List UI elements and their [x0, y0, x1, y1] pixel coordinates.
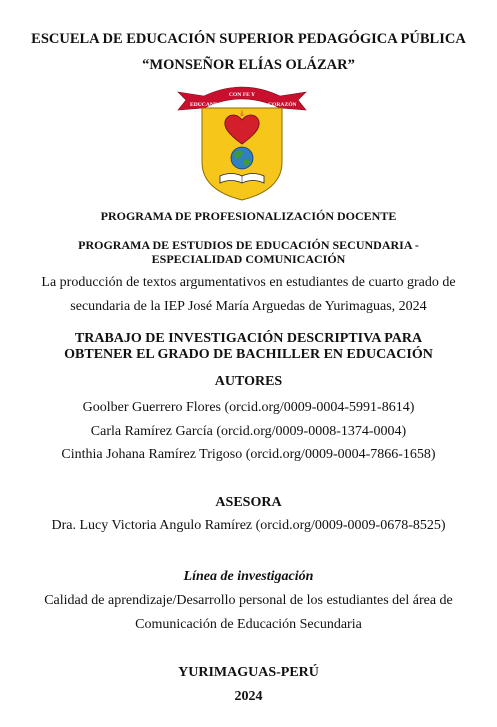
thesis-title-line1: La producción de textos argumentativos en estudiantes de cuarto grado de — [41, 275, 456, 290]
institution-seal — [176, 82, 308, 202]
seal-banner-left: EDUCANDO — [190, 102, 223, 108]
year: 2024 — [234, 689, 263, 704]
place: YURIMAGUAS-PERÚ — [178, 665, 319, 680]
advisor-heading: ASESORA — [215, 495, 282, 510]
thesis-title-line2: secundaria de la IEP José María Arguedas de Yurimaguas, 2024 — [70, 299, 427, 314]
work-type-line2: OBTENER EL GRADO DE BACHILLER EN EDUCACIÓN — [64, 347, 433, 362]
seal-banner-center: CON FE Y — [228, 92, 256, 98]
research-line-line2: Comunicación de Educación Secundaria — [135, 617, 362, 632]
authors-heading: AUTORES — [214, 374, 283, 389]
program-studies-line2: ESPECIALIDAD COMUNICACIÓN — [151, 252, 346, 266]
advisor-name: Dra. Lucy Victoria Angulo Ramírez (orcid.org/0009-0009-0678-8525) — [51, 518, 446, 533]
seal-banner-right: CORAZÓN — [268, 102, 297, 108]
globe-icon — [231, 147, 253, 169]
work-type-line1: TRABAJO DE INVESTIGACIÓN DESCRIPTIVA PARA — [74, 331, 423, 346]
author-item: Goolber Guerrero Flores (orcid.org/0009-0004-5991-8614) — [82, 400, 415, 415]
school-name-line2: “MONSEÑOR ELÍAS OLÁZAR” — [142, 57, 355, 73]
research-line-heading: Línea de investigación — [183, 569, 314, 584]
author-item: Cinthia Johana Ramírez Trigoso (orcid.org/0009-0004-7866-1658) — [61, 447, 436, 462]
school-name-line1: ESCUELA DE EDUCACIÓN SUPERIOR PEDAGÓGICA PÚBLICA — [31, 31, 466, 47]
research-line-line1: Calidad de aprendizaje/Desarrollo personal de los estudiantes del área de — [44, 593, 453, 608]
program-professionalization: PROGRAMA DE PROFESIONALIZACIÓN DOCENTE — [100, 209, 397, 223]
author-item: Carla Ramírez García (orcid.org/0009-0008-1374-0004) — [90, 424, 407, 439]
program-studies-line1: PROGRAMA DE ESTUDIOS DE EDUCACIÓN SECUNDARIA - — [78, 238, 419, 252]
